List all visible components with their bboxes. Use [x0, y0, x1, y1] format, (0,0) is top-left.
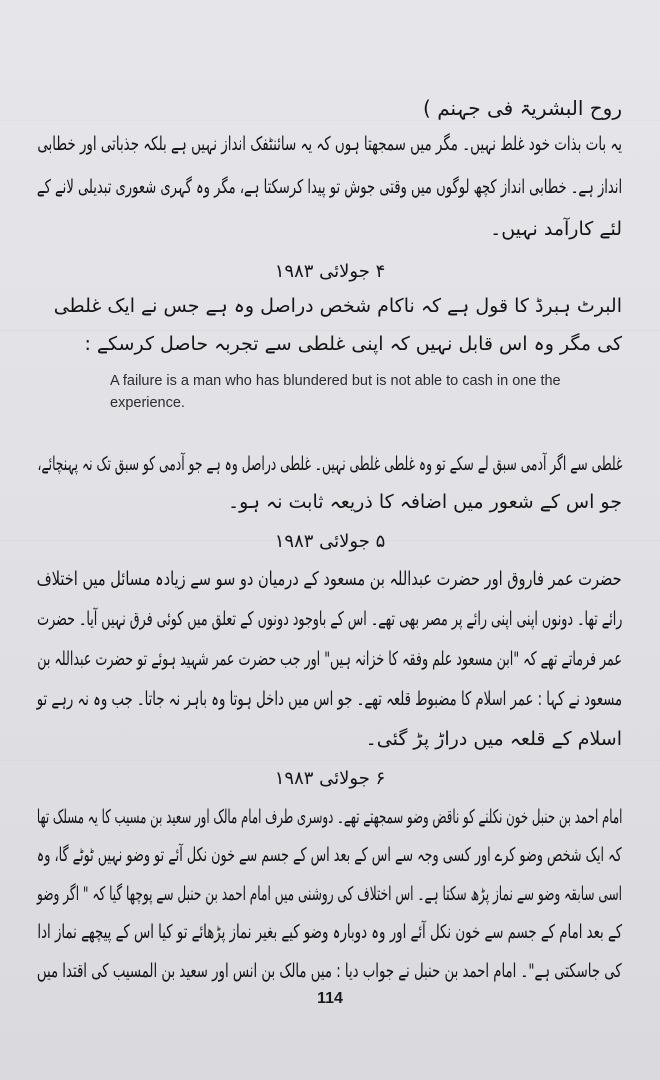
paragraph-line: اسلام کے قلعہ میں دراڑ پڑ گئی۔ [365, 728, 622, 750]
paragraph-line: البرٹ ہبرڈ کا قول ہے کہ ناکام شخص دراصل وہ ہے جس نے ایک غلطی [53, 295, 622, 317]
paragraph-line: کی مگر وہ اس قابل نہیں کہ اپنی غلطی سے تجربہ حاصل کرسکے : [84, 333, 622, 355]
bleed-through-line [0, 120, 660, 121]
bleed-through-line [0, 760, 660, 761]
paragraph-line: انداز ہے۔ خطابی انداز کچھ لوگوں میں وقتی جوش تو پیدا کرسکتا ہے، مگر وہ گہری شعوری تبدیلی لانے کے [36, 176, 622, 198]
entry-date: ۵ جولائی ۱۹۸۳ [274, 531, 386, 552]
paragraph-line: رائے تھا۔ دونوں اپنی اپنی رائے پر مصر بھی تھے۔ اس کے باوجود دونوں کے تعلق میں کوئی فرق نہیں آیا۔ حضرت [36, 608, 622, 630]
paragraph-line: لئے کارآمد نہیں۔ [490, 218, 622, 240]
paragraph-line: اسی سابقہ وضو سے نماز پڑھ سکتا ہے۔ اس اختلاف کی روشنی میں امام احمد بن حنبل سے پوچھا گیا کہ " اگر وضو [36, 883, 622, 905]
paragraph-line: کے بعد امام کے جسم سے خون نکل آئے اور وہ دوبارہ وضو کیے بغیر نماز پڑھائے تو کیا اس کے پیچھے نماز ادا [37, 921, 622, 943]
paragraph-line: امام احمد بن حنبل خون نکلنے کو ناقض وضو سمجھتے تھے۔ دوسری طرف امام مالک اور سعید بن مسیب کا یہ مسلک تھا [36, 806, 622, 828]
running-title: روح البشریۃ فی جہنم ) [423, 96, 622, 120]
paragraph-line: کہ ایک شخص وضو کرے اور کسی وجہ سے اس کے بعد اس کے جسم سے خون نکل آئے تو وضو نہیں ٹوٹے گا، وہ [37, 844, 622, 866]
paragraph-line: حضرت عمر فاروق اور حضرت عبداللہ بن مسعود کے درمیان دو سو سے زیادہ مسائل میں اختلاف [37, 568, 622, 590]
paragraph-line: جو اس کے شعور میں اضافہ کا ذریعہ ثابت نہ ہو۔ [227, 491, 622, 513]
paragraph-line: عمر فرماتے تھے کہ "ابن مسعود علم وفقہ کا خزانہ ہیں" اور جب حضرت عمر شہید ہوئے تو حضرت عبداللہ بن [37, 648, 622, 670]
paragraph-line: غلطی سے اگر آدمی سبق لے سکے تو وہ غلطی غلطی نہیں۔ غلطی دراصل وہ ہے جو آدمی کو سبق تک نہ پہنچائے، [37, 453, 622, 475]
page-number: 114 [317, 990, 343, 1007]
entry-date: ۶ جولائی ۱۹۸۳ [274, 768, 386, 789]
paragraph-line: مسعود نے کہا : عمر اسلام کا مضبوط قلعہ تھے۔ جو اس میں داخل ہوتا وہ باہر نہ جاتا۔ جب وہ نہ رہے تو [36, 688, 622, 710]
entry-date: ۴ جولائی ۱۹۸۳ [274, 261, 386, 282]
paragraph-line: کی جاسکتی ہے"۔ امام احمد بن حنبل نے جواب دیا : میں مالک بن انس اور سعید بن المسیب کی اقتدا میں [37, 960, 622, 982]
paragraph-line: یہ بات بذات خود غلط نہیں۔ مگر میں سمجھتا ہوں کہ یہ سائنٹفک انداز نہیں ہے بلکہ جذباتی اور خطابی [37, 133, 622, 155]
bleed-through-line [0, 330, 660, 331]
english-quote: A failure is a man who has blundered but is not able to cash in one the experience. [110, 373, 561, 411]
